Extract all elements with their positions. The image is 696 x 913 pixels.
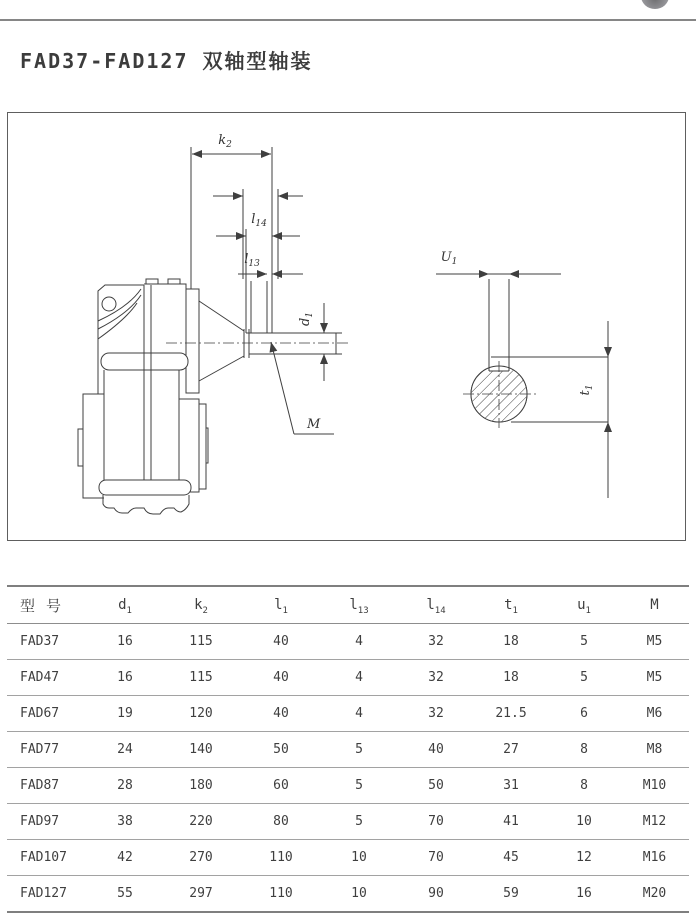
value-cell: 16	[90, 624, 160, 660]
value-cell: M20	[620, 876, 689, 913]
col-header-k2: $k_2$	[160, 586, 242, 624]
value-cell: 5	[320, 732, 398, 768]
col-header-t1: $t_1$	[474, 586, 548, 624]
value-cell: 59	[474, 876, 548, 913]
model-cell: FAD97	[7, 804, 90, 840]
value-cell: 4	[320, 696, 398, 732]
value-cell: M5	[620, 660, 689, 696]
value-cell: 70	[398, 804, 474, 840]
col-header-model: 型 号	[7, 586, 90, 624]
value-cell: 140	[160, 732, 242, 768]
value-cell: 16	[90, 660, 160, 696]
output-shaft	[246, 333, 342, 354]
col-header-d1: $d_1$	[90, 586, 160, 624]
value-cell: 16	[548, 876, 620, 913]
top-divider	[0, 19, 696, 21]
side-rib-small	[199, 404, 206, 489]
value-cell: 110	[242, 876, 320, 913]
value-cell: 5	[320, 804, 398, 840]
dimension-label-t1: $t_1$	[578, 384, 595, 396]
shaft-channel	[246, 281, 272, 333]
value-cell: 70	[398, 840, 474, 876]
dimension-u1	[436, 250, 561, 274]
value-cell: M10	[620, 768, 689, 804]
value-cell: 27	[474, 732, 548, 768]
bearing-cone	[199, 301, 249, 381]
header-row	[7, 586, 689, 624]
value-cell: 40	[242, 696, 320, 732]
housing-tab	[168, 279, 180, 284]
value-cell: 40	[242, 624, 320, 660]
table-row	[7, 732, 689, 768]
value-cell: 110	[242, 840, 320, 876]
value-cell: 28	[90, 768, 160, 804]
dimension-d1	[298, 303, 342, 381]
value-cell: 270	[160, 840, 242, 876]
model-cell: FAD67	[7, 696, 90, 732]
shaft-cross-section	[463, 279, 536, 428]
value-cell: 42	[90, 840, 160, 876]
thread-label-m: M	[307, 417, 321, 432]
housing-inner-lines	[144, 285, 151, 480]
value-cell: 4	[320, 660, 398, 696]
value-cell: 38	[90, 804, 160, 840]
dimension-l13	[238, 252, 303, 274]
value-cell: 10	[548, 804, 620, 840]
value-cell: M5	[620, 624, 689, 660]
value-cell: 5	[548, 624, 620, 660]
flange-plate-outline	[98, 285, 144, 394]
spec-table	[7, 585, 689, 913]
lower-band	[99, 480, 191, 495]
dimension-label-l13: $l_{13}$	[244, 252, 260, 269]
value-cell: M16	[620, 840, 689, 876]
spec-table-header	[7, 586, 689, 624]
dimension-label-u1: $U_1$	[440, 250, 458, 267]
value-cell: 115	[160, 624, 242, 660]
value-cell: M8	[620, 732, 689, 768]
bolt-hole	[102, 297, 116, 311]
value-cell: 18	[474, 624, 548, 660]
housing-tab	[146, 279, 158, 284]
spec-table-body	[7, 624, 689, 913]
value-cell: 8	[548, 732, 620, 768]
model-cell: FAD87	[7, 768, 90, 804]
value-cell: 31	[474, 768, 548, 804]
value-cell: 115	[160, 660, 242, 696]
table-row	[7, 768, 689, 804]
value-cell: 50	[398, 768, 474, 804]
value-cell: 80	[242, 804, 320, 840]
value-cell: M12	[620, 804, 689, 840]
value-cell: 180	[160, 768, 242, 804]
page-title: FAD37-FAD127 双轴型轴装	[20, 49, 313, 73]
value-cell: 5	[320, 768, 398, 804]
col-header-l1: $l_1$	[242, 586, 320, 624]
table-row	[7, 840, 689, 876]
model-cell: FAD107	[7, 840, 90, 876]
fan-cover-skirt	[103, 495, 189, 514]
casting-curve	[98, 295, 141, 329]
dimension-label-k2: $k_2$	[218, 133, 232, 150]
value-cell: 45	[474, 840, 548, 876]
dimension-label-d1: $d_1$	[298, 311, 315, 327]
value-cell: 10	[320, 876, 398, 913]
value-cell: 4	[320, 624, 398, 660]
value-cell: 18	[474, 660, 548, 696]
motor-body	[104, 370, 179, 480]
col-header-u1: $u_1$	[548, 586, 620, 624]
value-cell: 60	[242, 768, 320, 804]
value-cell: 8	[548, 768, 620, 804]
value-cell: 24	[90, 732, 160, 768]
value-cell: 32	[398, 624, 474, 660]
table-row	[7, 696, 689, 732]
value-cell: M6	[620, 696, 689, 732]
value-cell: 90	[398, 876, 474, 913]
value-cell: 10	[320, 840, 398, 876]
value-cell: 6	[548, 696, 620, 732]
value-cell: 21.5	[474, 696, 548, 732]
dimension-l14	[216, 212, 300, 281]
value-cell: 220	[160, 804, 242, 840]
value-cell: 32	[398, 660, 474, 696]
output-flange	[186, 289, 199, 393]
value-cell: 5	[548, 660, 620, 696]
dimension-label-l14: $l_{14}$	[251, 212, 267, 229]
table-row	[7, 624, 689, 660]
value-cell: 40	[242, 660, 320, 696]
thread-callout-m	[271, 342, 334, 434]
value-cell: 32	[398, 696, 474, 732]
terminal-box-small	[78, 429, 83, 466]
model-cell: FAD77	[7, 732, 90, 768]
col-header-m: M	[620, 586, 689, 624]
drawing-canvas	[8, 113, 685, 540]
col-header-l13: $l_{13}$	[320, 586, 398, 624]
value-cell: 12	[548, 840, 620, 876]
housing-top-edge	[144, 284, 186, 289]
value-cell: 41	[474, 804, 548, 840]
value-cell: 55	[90, 876, 160, 913]
technical-drawing	[7, 112, 686, 541]
side-rib	[179, 399, 199, 492]
value-cell: 40	[398, 732, 474, 768]
table-row	[7, 804, 689, 840]
dimension-k2	[191, 133, 272, 333]
page-corner-ornament	[641, 0, 669, 9]
col-header-l14: $l_{14}$	[398, 586, 474, 624]
value-cell: 50	[242, 732, 320, 768]
model-cell: FAD47	[7, 660, 90, 696]
value-cell: 19	[90, 696, 160, 732]
table-row	[7, 660, 689, 696]
value-cell: 120	[160, 696, 242, 732]
model-cell: FAD37	[7, 624, 90, 660]
model-cell: FAD127	[7, 876, 90, 913]
value-cell: 297	[160, 876, 242, 913]
